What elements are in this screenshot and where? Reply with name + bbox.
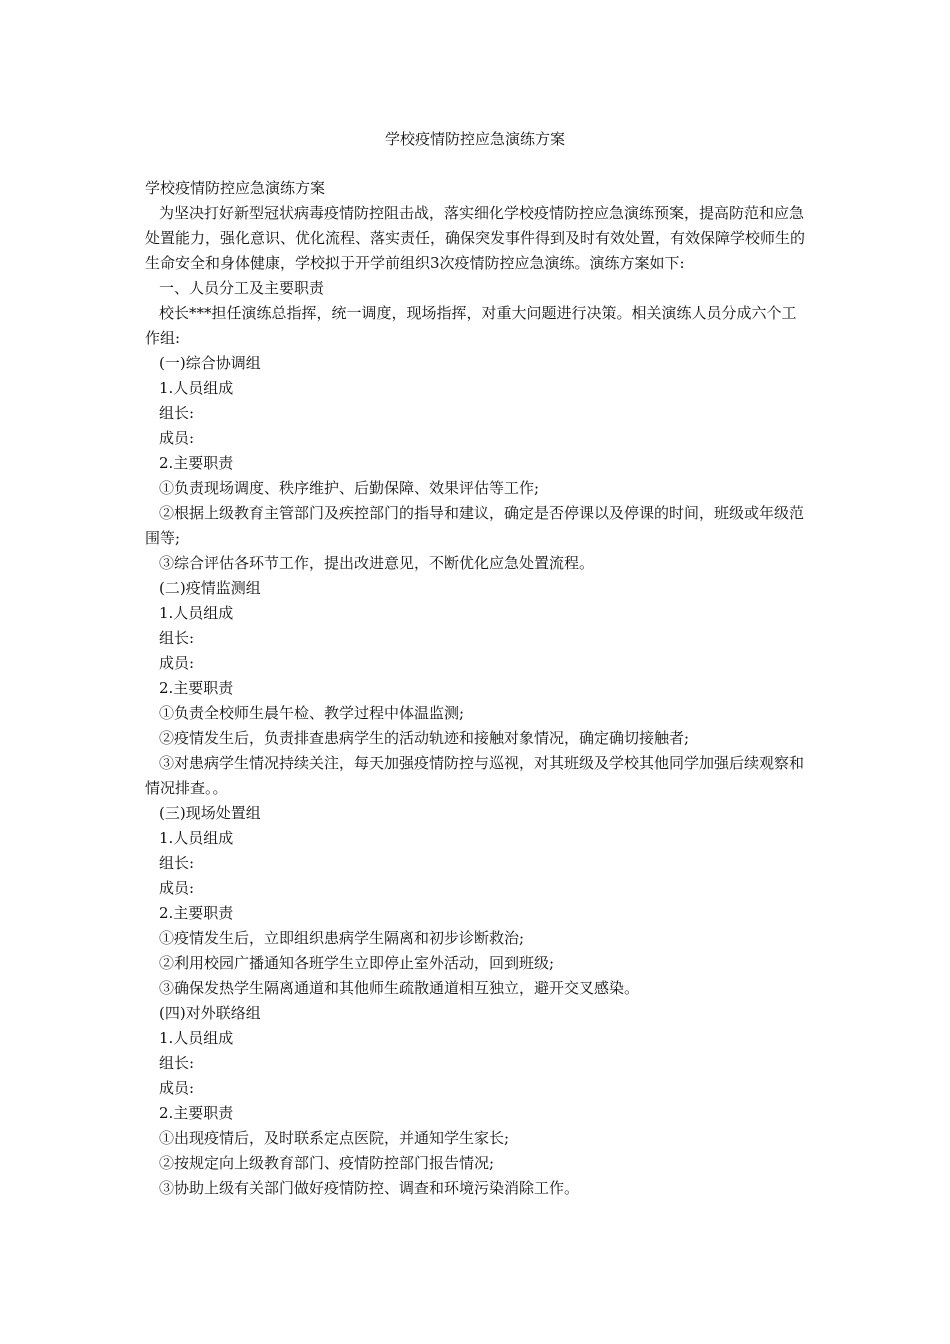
group-1-members: 成员: bbox=[159, 429, 195, 447]
document-title: 学校疫情防控应急演练方案 bbox=[384, 130, 565, 148]
group-4-leader: 组长: bbox=[159, 1054, 195, 1072]
group-1-leader: 组长: bbox=[159, 404, 195, 422]
group-3-duties-title: 2.主要职责 bbox=[159, 904, 234, 922]
group-2-duty-3: ③对患病学生情况持续关注，每天加强疫情防控与巡视，对其班级及学校其他同学加强后续观察和情况排查。。 bbox=[145, 754, 805, 797]
group-4-name: (四)对外联络组 bbox=[159, 1004, 261, 1022]
group-1-name: (一)综合协调组 bbox=[159, 354, 261, 372]
group-4-composition: 1.人员组成 bbox=[159, 1029, 234, 1047]
group-2-leader: 组长: bbox=[159, 629, 195, 647]
document-body bbox=[145, 176, 805, 1201]
group-4-duty-2: ②按规定向上级教育部门、疫情防控部门报告情况; bbox=[159, 1154, 495, 1172]
group-1-duty-1: ①负责现场调度、秩序维护、后勤保障、效果评估等工作; bbox=[159, 479, 540, 497]
group-4-duty-3: ③协助上级有关部门做好疫情防控、调查和环境污染消除工作。 bbox=[159, 1179, 580, 1197]
group-3-name: (三)现场处置组 bbox=[159, 804, 261, 822]
group-4-duty-1: ①出现疫情后，及时联系定点医院，并通知学生家长; bbox=[159, 1129, 510, 1147]
group-2-members: 成员: bbox=[159, 654, 195, 672]
group-1-duty-2: ②根据上级教育主管部门及疾控部门的指导和建议，确定是否停课以及停课的时间，班级或年级范围等; bbox=[145, 504, 805, 547]
group-3-duty-1: ①疫情发生后，立即组织患病学生隔离和初步诊断救治; bbox=[159, 929, 525, 947]
section-1-title: 一、人员分工及主要职责 bbox=[159, 279, 325, 297]
document-heading: 学校疫情防控应急演练方案 bbox=[145, 179, 326, 197]
group-3-duty-2: ②利用校园广播通知各班学生立即停止室外活动，回到班级; bbox=[159, 954, 555, 972]
group-2-duties-title: 2.主要职责 bbox=[159, 679, 234, 697]
group-2-name: (二)疫情监测组 bbox=[159, 579, 261, 597]
group-1-duty-3: ③综合评估各环节工作，提出改进意见，不断优化应急处置流程。 bbox=[159, 554, 595, 572]
group-1-duties-title: 2.主要职责 bbox=[159, 454, 234, 472]
group-4-duties-title: 2.主要职责 bbox=[159, 1104, 234, 1122]
intro-paragraph: 为坚决打好新型冠状病毒疫情防控阻击战，落实细化学校疫情防控应急演练预案，提高防范和应急处置能力，强化意识、优化流程、落实责任，确保突发事件得到及时有效处置，有效保障学校师生的生命安全和身体健康，学校拟于开学前组织3次疫情防控应急演练。演练方案如下: bbox=[145, 204, 806, 272]
group-1-composition: 1.人员组成 bbox=[159, 379, 234, 397]
group-2-composition: 1.人员组成 bbox=[159, 604, 234, 622]
group-3-composition: 1.人员组成 bbox=[159, 829, 234, 847]
group-3-duty-3: ③确保发热学生隔离通道和其他师生疏散通道相互独立，避开交叉感染。 bbox=[159, 979, 640, 997]
group-2-duty-1: ①负责全校师生晨午检、教学过程中体温监测; bbox=[159, 704, 465, 722]
group-3-members: 成员: bbox=[159, 879, 195, 897]
group-2-duty-2: ②疫情发生后，负责排查患病学生的活动轨迹和接触对象情况，确定确切接触者; bbox=[159, 729, 690, 747]
group-3-leader: 组长: bbox=[159, 854, 195, 872]
section-1-intro: 校长***担任演练总指挥，统一调度，现场指挥，对重大问题进行决策。相关演练人员分成六个工作组: bbox=[145, 304, 797, 347]
group-4-members: 成员: bbox=[159, 1079, 195, 1097]
